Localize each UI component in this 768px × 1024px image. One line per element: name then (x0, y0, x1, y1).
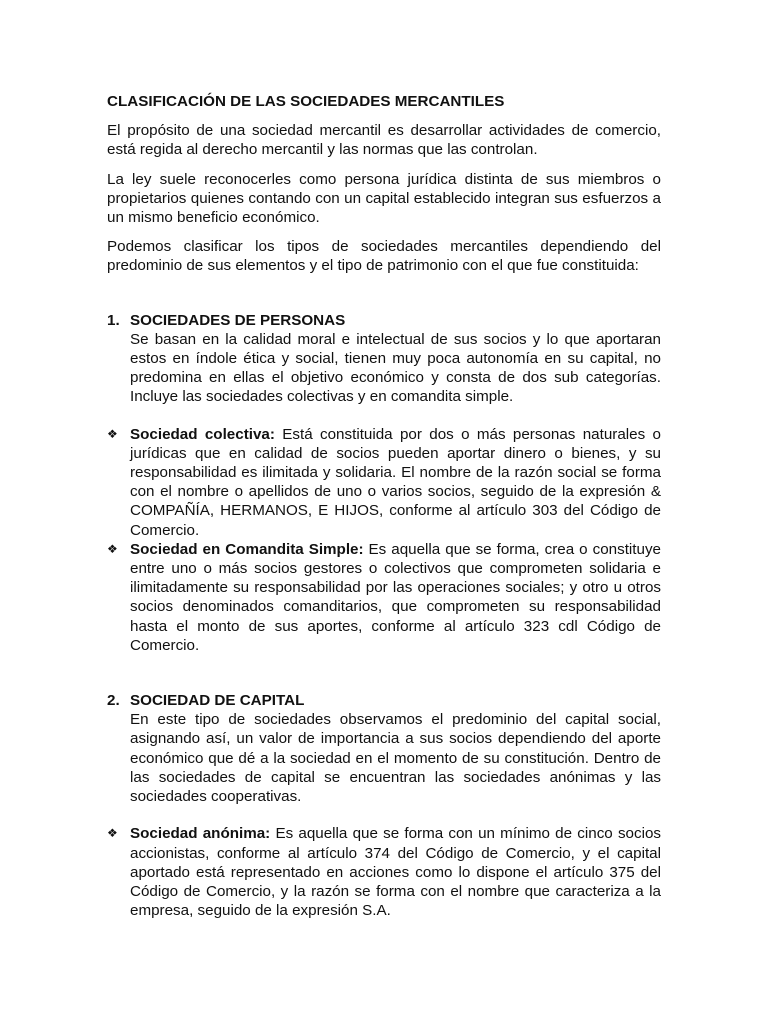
diamond-bullet-icon: ❖ (107, 426, 118, 441)
diamond-bullet-icon: ❖ (107, 826, 118, 841)
section-title: SOCIEDAD DE CAPITAL (130, 692, 305, 710)
section-capital (107, 691, 661, 920)
section-number: 2. (107, 692, 120, 710)
bullet-list (107, 425, 661, 655)
intro-paragraph-2: La ley suele reconocerles como persona jurídica distinta de sus miembros o propietarios quienes contando con un capital establecido integran sus esfuerzos a un mismo beneficio económico. (107, 170, 661, 227)
intro-paragraph-3: Podemos clasificar los tipos de sociedades mercantiles dependiendo del predominio de sus elementos y el tipo de patrimonio con el que fue constituida: (107, 238, 661, 275)
section-heading (107, 311, 661, 330)
bullet-term: Sociedad anónima: (130, 825, 271, 843)
bullet-description: Es aquella que se forma con un mínimo de cinco socios accionistas, conforme al artículo 374 del Código de Comercio, y el capital aportado está representado en acciones como lo dispone el artículo 375 del Código de Comercio, y la razón se forma con el nombre que caracteriza a la empresa, seguido de la expresión S.A. (130, 825, 661, 920)
diamond-bullet-icon: ❖ (107, 541, 118, 556)
section-title: SOCIEDADES DE PERSONAS (130, 311, 346, 329)
bullet-term: Sociedad colectiva: (130, 425, 275, 443)
list-item (107, 425, 661, 540)
document-title: CLASIFICACIÓN DE LAS SOCIEDADES MERCANTILES (107, 93, 505, 110)
section-body: Se basan en la calidad moral e intelectual de sus socios y lo que aportaran estos en índole ética y social, tienen muy poca autonomía en su capital, no predomina en ellas el objetivo económico y consta de dos sub categorías. Incluye las sociedades colectivas y en comandita simple. (130, 330, 661, 406)
bullet-description: Está constituida por dos o más personas naturales o jurídicas que en calidad de socios pueden aportar dinero o bienes, y su responsabilidad es ilimitada y solidaria. El nombre de la razón social se forma con el nombre o apellidos de uno o varios socios, seguido de la expresión & COMPAÑÍA, HERMANOS, E HIJOS, conforme al artículo 303 del Código de Comercio. (130, 425, 662, 539)
section-heading (107, 691, 661, 710)
bullet-description: Es aquella que se forma, crea o constituye entre uno o más socios gestores o colectivos que comprometen solidaria e ilimitadamente su responsabilidad por las operaciones sociales; y otro u otros socios denominados comanditarios, que comprometen su responsabilidad hasta el monto de sus aportes, conforme al artículo 323 cdl Código de Comercio. (130, 540, 661, 654)
section-body: En este tipo de sociedades observamos el predominio del capital social, asignando así, un valor de importancia a sus socios dependiendo del aporte económico que dé a la sociedad en el momento de su constitución. Dentro de las sociedades de capital se encuentran las sociedades anónimas y las sociedades cooperativas. (130, 711, 661, 806)
bullet-term: Sociedad en Comandita Simple: (130, 540, 364, 558)
section-personas (107, 311, 661, 655)
bullet-list (107, 824, 661, 920)
list-item (107, 824, 661, 920)
section-number: 1. (107, 311, 120, 329)
intro-paragraph-1: El propósito de una sociedad mercantil es desarrollar actividades de comercio, está regida al derecho mercantil y las normas que las controlan. (107, 122, 661, 159)
list-item (107, 540, 661, 655)
